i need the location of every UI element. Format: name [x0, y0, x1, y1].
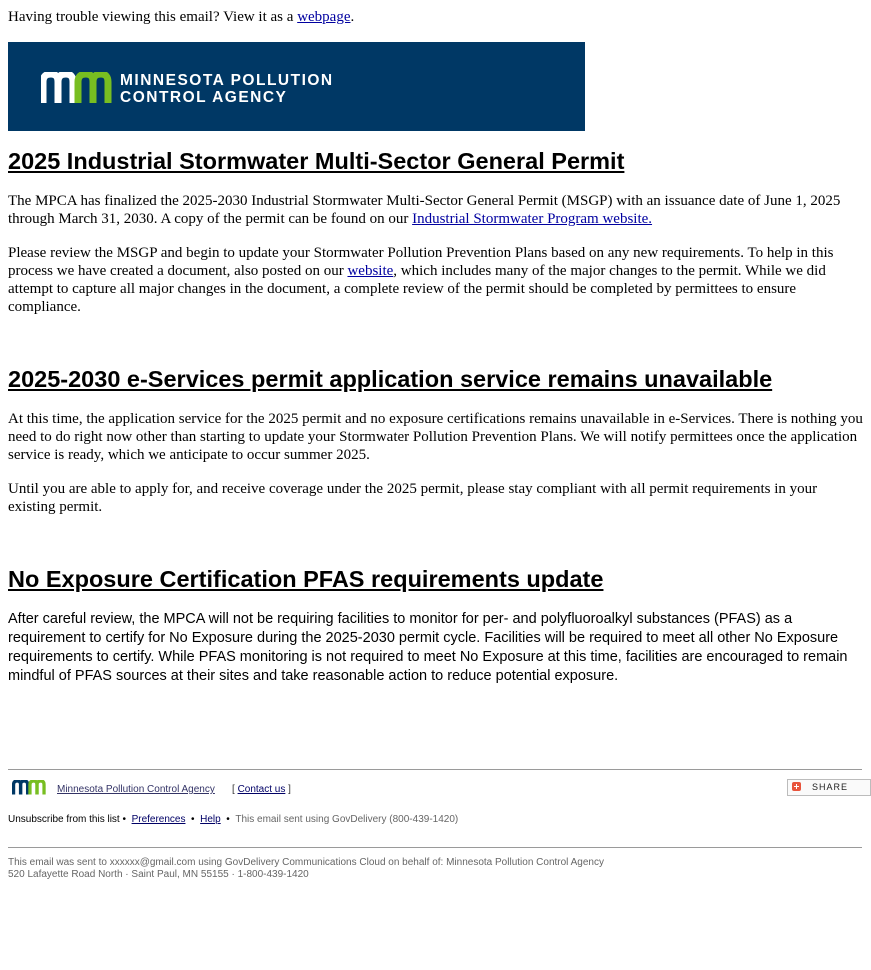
share-plus-icon: [792, 782, 801, 791]
footer-sent-to: This email was sent to xxxxxx@gmail.com using GovDelivery Communications Cloud on behalf of: Minnesota Pollution Control Agency: [8, 857, 604, 868]
footer-divider-top: [8, 769, 862, 770]
section1-p2-text-a: Please review the MSGP and begin to update your Stormwater Pollution Prevention Plans based on any new requirements. To help in this process we have created a document, also posted on our: [8, 245, 834, 279]
webpage-link[interactable]: webpage: [297, 9, 351, 25]
unsubscribe-text: Unsubscribe from this list: [8, 814, 120, 825]
preferences-link[interactable]: Preferences: [131, 814, 186, 825]
section1-p1-text: The MPCA has finalized the 2025-2030 Industrial Stormwater Multi-Sector General Permit (MSGP) with an issuance date of June 1, 2025 through March 31, 2030. A copy of the permit can be found on our: [8, 193, 841, 227]
section1-paragraph-2: [8, 244, 864, 316]
logo-line-1: MINNESOTA POLLUTION: [120, 72, 334, 89]
footer-agency-link[interactable]: Minnesota Pollution Control Agency: [57, 784, 215, 795]
section2-paragraph-2: Until you are able to apply for, and receive coverage under the 2025 permit, please stay compliant with all permit requirements in your existing permit.: [8, 481, 818, 515]
trouble-text: Having trouble viewing this email? View it as a: [8, 9, 298, 25]
contact-bracket-close: ]: [285, 784, 291, 795]
share-button[interactable]: [787, 779, 871, 796]
contact-bracket-open: [: [232, 784, 238, 795]
mpca-logo-wordmark: [120, 72, 334, 106]
mpca-footer-logo-icon: [12, 780, 47, 795]
bullet-2: •: [191, 814, 195, 825]
section1-p2-text-b: , which includes many of the major changes to the permit. While we did attempt to capture all major changes in the document, a complete review of the permit should be completed by permittees to ensure compliance.: [8, 263, 826, 315]
section2-paragraph-1: At this time, the application service for the 2025 permit and no exposure certifications remains unavailable in e-Services. There is nothing you need to do right now other than starting to update your Stormwater Pollution Prevention Plans. We will notify permittees once the application service is ready, which we anticipate to occur summer 2025.: [8, 411, 863, 463]
mpca-logo-icon: [41, 72, 113, 104]
bullet-1: •: [122, 814, 126, 825]
section1-paragraph-1: [8, 192, 864, 228]
view-as-webpage-line: [8, 8, 354, 26]
industrial-stormwater-program-link[interactable]: Industrial Stormwater Program website.: [412, 211, 653, 227]
logo-line-2: CONTROL AGENCY: [120, 89, 288, 106]
footer-divider-bottom: [8, 847, 862, 848]
footer-address: 520 Lafayette Road North · Saint Paul, MN 55155 · 1-800-439-1420: [8, 869, 309, 880]
footer-preferences-line: [8, 814, 458, 826]
sent-using-text: This email sent using GovDelivery (800-439-1420): [235, 814, 459, 825]
section2-heading: 2025-2030 e-Services permit application service remains unavailable: [8, 366, 773, 392]
footer-contact: [232, 784, 291, 796]
website-link[interactable]: website: [347, 263, 394, 279]
contact-us-link[interactable]: Contact us: [237, 784, 286, 795]
trouble-end: .: [350, 9, 355, 25]
section1-heading: 2025 Industrial Stormwater Multi-Sector General Permit: [8, 148, 625, 174]
bullet-3: •: [226, 814, 230, 825]
section3-paragraph-1: After careful review, the MPCA will not be requiring facilities to monitor for per- and polyfluoroalkyl substances (PFAS) as a requirement to certify for No Exposure during the 2025-2030 permit cycle. Facilities will be required to meet all other No Exposure requirements to certify. While PFAS monitoring is not required to meet No Exposure at this time, facilities are encouraged to remain mindful of PFAS sources at their sites and take reasonable action to reduce potential exposure.: [8, 611, 848, 684]
share-label: SHARE: [812, 782, 849, 792]
help-link[interactable]: Help: [200, 814, 221, 825]
section3-heading: No Exposure Certification PFAS requirements update: [8, 566, 604, 592]
